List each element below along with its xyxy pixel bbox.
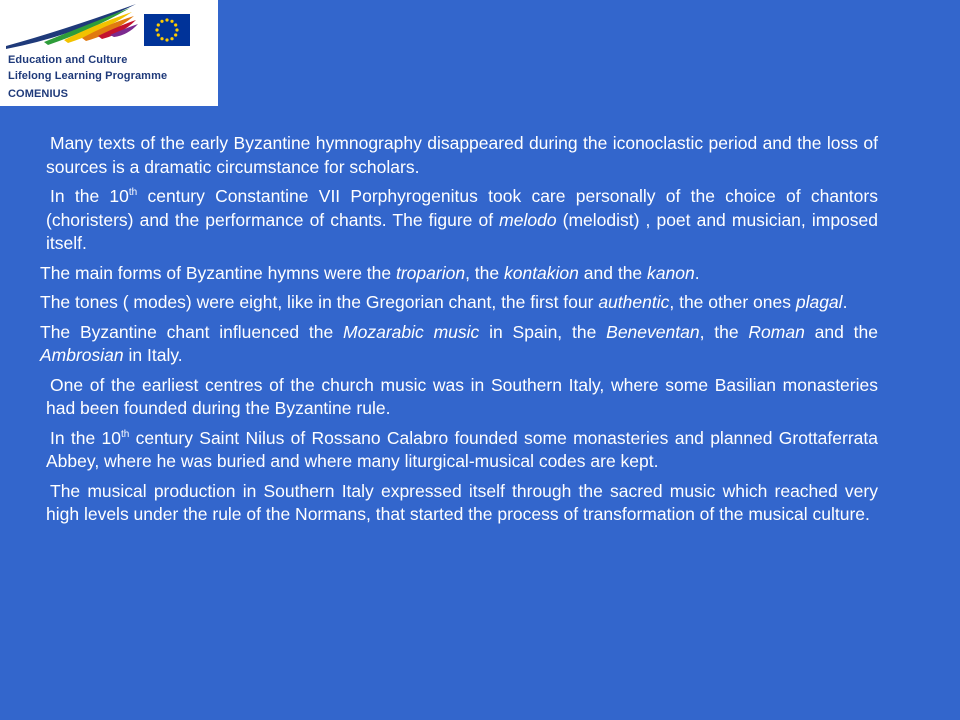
- paragraph-tones: [40, 291, 878, 315]
- text-run: in Italy.: [123, 345, 183, 365]
- text-run: , the: [699, 321, 749, 342]
- eu-flag-icon: [144, 14, 190, 46]
- lifelong-learning-swoosh-icon: [4, 2, 140, 50]
- italic-term: kontakion: [503, 262, 579, 283]
- superscript: th: [120, 428, 130, 440]
- italic-term: troparion: [395, 262, 466, 283]
- italic-term: plagal: [795, 292, 843, 312]
- text-run: The Byzantine chant influenced the: [40, 321, 344, 342]
- text-run: In the 10: [50, 186, 129, 206]
- paragraph-southern-italy: [46, 374, 878, 421]
- italic-term: Mozarabic music: [343, 321, 480, 342]
- text-run: The main forms of Byzantine hymns were the: [40, 262, 396, 283]
- slide-body: [40, 132, 878, 533]
- italic-term: Beneventan: [606, 321, 700, 342]
- text-run: (melodist) , poet and musician, imposed itself.: [46, 209, 878, 253]
- italic-term: authentic: [598, 292, 670, 312]
- italic-term: Ambrosian: [40, 345, 124, 365]
- superscript: th: [128, 187, 138, 199]
- paragraph-normans: [46, 480, 878, 527]
- paragraph-text: The musical production in Southern Italy expressed itself through the sacred music which reached very high levels under the rule of the Normans, that started the process of transformation of the musical culture.: [46, 480, 878, 524]
- paragraph-text: Many texts of the early Byzantine hymnography disappeared during the iconoclastic period and the loss of sources is a dramatic circumstance for scholars.: [46, 133, 878, 177]
- logo-text-lifelong-learning: Lifelong Learning Programme: [8, 70, 168, 82]
- italic-term: melodo: [499, 209, 557, 230]
- text-run: century Saint Nilus of Rossano Calabro founded some monasteries and planned Grottaferrata Abbey, where he was buried and where many liturgical-musical codes are kept.: [46, 427, 878, 471]
- programme-logo: [0, 0, 218, 106]
- italic-term: Roman: [748, 321, 805, 342]
- logo-text-comenius: COMENIUS: [8, 88, 69, 100]
- text-run: and the: [578, 262, 648, 283]
- logo-text-education-culture: Education and Culture: [8, 54, 128, 66]
- paragraph-saint-nilus: [46, 427, 878, 474]
- text-run: in Spain, the: [479, 321, 607, 342]
- italic-term: kanon: [647, 262, 695, 283]
- paragraph-text: One of the earliest centres of the church music was in Southern Italy, where some Basilian monasteries had been founded during the Byzantine rule.: [46, 374, 878, 418]
- text-run: , the: [465, 262, 504, 283]
- text-run: .: [694, 262, 700, 283]
- text-run: and the: [804, 321, 878, 342]
- text-run: century Constantine VII Porphyrogenitus took care personally of the choice of chantors (choristers) and the performance of chants. The figure of: [46, 186, 878, 230]
- text-run: In the 10: [50, 427, 121, 448]
- text-run: .: [842, 292, 848, 312]
- paragraph-influence: [40, 321, 878, 368]
- paragraph-hymn-forms: [40, 262, 878, 286]
- paragraph-iconoclastic: [46, 132, 878, 179]
- paragraph-constantine: [46, 185, 878, 256]
- text-run: The tones ( modes) were eight, like in the Gregorian chant, the first four: [40, 292, 599, 312]
- text-run: , the other ones: [669, 292, 796, 312]
